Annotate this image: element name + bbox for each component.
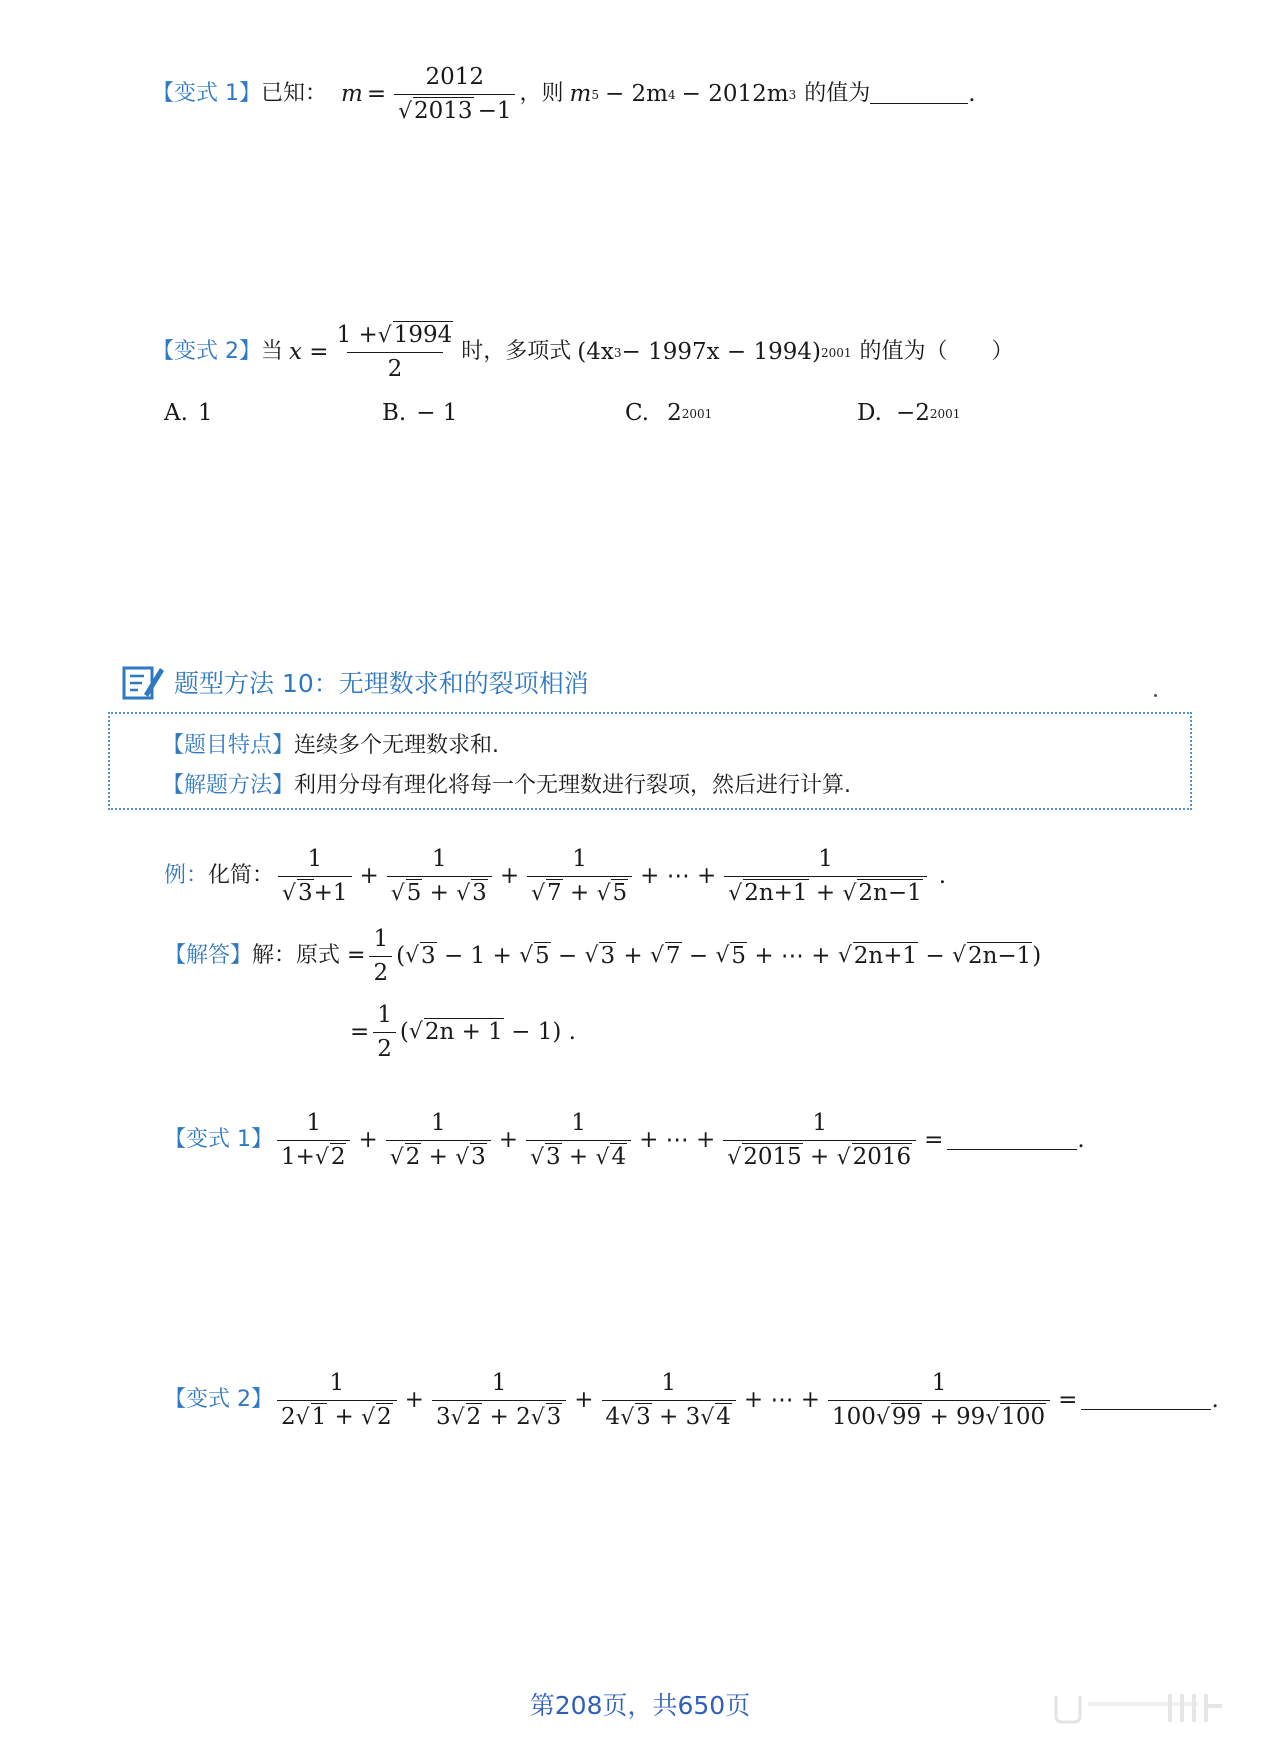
answer-blank[interactable] xyxy=(947,1131,1077,1150)
watermark-logo-icon xyxy=(1048,1688,1248,1728)
answer-blank[interactable] xyxy=(870,85,968,104)
problem-tag: 【变式 2】 xyxy=(152,339,261,365)
feature-tag: 【题目特点】 xyxy=(162,733,295,758)
notebook-pen-icon xyxy=(122,664,166,700)
fraction: $\frac{1 +√1994}{2}$ xyxy=(336,322,453,382)
option-d[interactable]: D. −2 2001 xyxy=(857,400,961,426)
problem-2: 【变式 2】 当 x = $\frac{1 +√1994}{2}$ 时，多项式 (4x 3 − 1997x − 1994) 2001 的值为（ ） xyxy=(152,322,1014,382)
feature-text: 连续多个无理数求和. xyxy=(294,733,500,758)
method-tag: 【解题方法】 xyxy=(162,773,295,798)
answer-blank[interactable] xyxy=(1081,1391,1211,1410)
option-c[interactable]: C. 2 2001 xyxy=(625,400,713,426)
answer-line-2: = $\frac{1}{2}$ ( √ 2n + 1 − 1) . xyxy=(350,1002,576,1062)
stray-dot xyxy=(1154,694,1157,697)
option-a[interactable]: A. 1 xyxy=(164,400,213,426)
problem-lead: 已知： xyxy=(261,81,328,107)
page-number: 第208页，共650页 xyxy=(529,1691,751,1720)
option-b[interactable]: B. − 1 xyxy=(382,400,458,426)
example: 例： 化简： $\frac{1}{√3+1}$ + $\frac{1}{√5 + √3}$ + $\frac{1}{√7 + √5}$ + ⋯ + $\frac{1}{√2n+1 + √2n-1}$ . xyxy=(164,846,947,906)
method-box xyxy=(108,712,1192,810)
problem-tag: 【变式 1】 xyxy=(152,81,261,107)
answer-line-1: 【解答】 解：原式 = $\frac{1}{2}$ ( √ 3 − 1 + √ 5 − √ 3 + √ 7 − √ 5 + ⋯ + √ 2n+1 − √ 2n−1 ) xyxy=(164,926,1042,986)
problem-1: 【变式 1】 已知： m = $\frac{2012}{√2013 -1}$ ，则 m 5 − 2m 4 − 2012m 3 的值为 . xyxy=(152,64,976,124)
variant-1: 【变式 1】 $\frac{1}{1+√2}$ + $\frac{1}{√2 + √3}$ + $\frac{1}{√3 + √4}$ + ⋯ + $\frac{1}{√2015 + √2016}$ = . xyxy=(164,1110,1085,1170)
fraction: $\frac{2012}{√2013 -1}$ xyxy=(394,64,515,125)
method-text: 利用分母有理化将每一个无理数进行裂项，然后进行计算. xyxy=(294,773,852,798)
variant-2: 【变式 2】 $\frac{1}{2√1 + √2}$ + $\frac{1}{3√2 + 2√3}$ + $\frac{1}{4√3 + 3√4}$ + ⋯ + $\frac{1}{100√99 + 99√100}$ = . xyxy=(164,1370,1219,1430)
section-title: 题型方法 10：无理数求和的裂项相消 xyxy=(122,664,589,700)
